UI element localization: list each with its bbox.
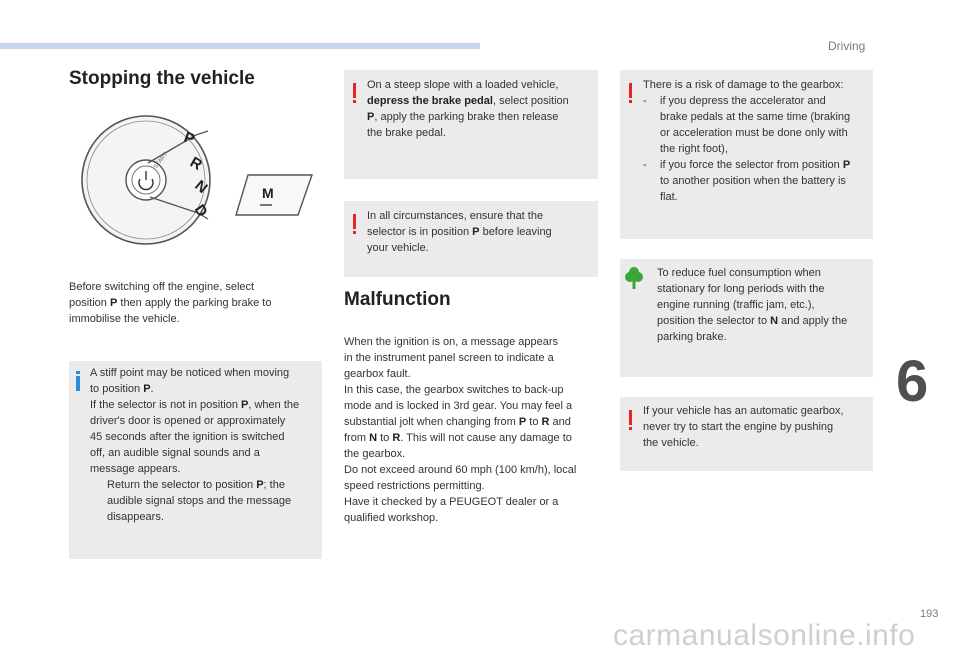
gear-letter-n: N xyxy=(191,177,211,198)
info-box-stiff-point: A stiff point may be noticed when moving to position P. If the selector is not in position P, when the driver's door is opened or approximately 45 seconds after the ignition is switched off, an audible signal sounds and a message appears. Return the selector to position P; the audible signal stops and the message disappears. xyxy=(69,361,322,559)
watermark: carmanualsonline.info xyxy=(613,619,916,652)
eco-tree-icon xyxy=(625,266,643,290)
gear-letter-p: P xyxy=(181,128,197,149)
section-title-stopping: Stopping the vehicle xyxy=(69,68,255,89)
malfunction-text: When the ignition is on, a message appears in the instrument panel screen to indicate a gearbox fault. In this case, the gearbox switches to back-up mode and is locked in 3rd gear. You may feel a substantial jolt when changing from P to R and from N to R. This will not cause any damage to the gearbox. Do not exceed around 60 mph (100 km/h), local speed restrictions permitting. Have it checked by a PEUGEOT dealer or a qualified workshop. xyxy=(344,336,577,524)
page-number: 193 xyxy=(920,608,939,620)
section-title-malfunction: Malfunction xyxy=(344,289,451,310)
start-label: START xyxy=(152,151,170,171)
warning-box-push-start: If your vehicle has an automatic gearbox, never try to start the engine by pushing the vehicle. xyxy=(620,397,873,471)
section-label: Driving xyxy=(828,39,866,53)
manual-mode-button xyxy=(236,175,312,215)
warning-box-steep-slope: On a steep slope with a loaded vehicle, depress the brake pedal, select position P, apply the parking brake then release the brake pedal. xyxy=(344,70,598,179)
gear-selector-illustration xyxy=(76,113,321,248)
gear-letter-d: D xyxy=(190,201,211,221)
stopping-intro: Before switching off the engine, select position P then apply the parking brake to immobilise the vehicle. xyxy=(69,281,272,325)
warning-box-leave-vehicle: In all circumstances, ensure that the selector is in position P before leaving your vehicle. xyxy=(344,201,598,277)
warning-icon xyxy=(353,214,356,234)
warning-icon xyxy=(629,83,632,103)
gear-letter-r: R xyxy=(187,153,205,174)
manual-mode-label: M xyxy=(262,185,274,201)
warning-icon xyxy=(629,410,632,430)
bullet-glyph xyxy=(90,477,107,493)
eco-box-fuel-consumption: To reduce fuel consumption when stationary for long periods with the engine running (traffic jam, etc.), position the selector to N and apply the parking brake. xyxy=(620,259,873,377)
header-accent-bar xyxy=(0,43,480,49)
info-icon xyxy=(76,371,80,391)
chapter-number: 6 xyxy=(896,349,929,414)
warning-box-gearbox-damage: There is a risk of damage to the gearbox: - if you depress the accelerator and brake pedals at the same time (braking or acceleration must be done only with the right foot), - if you force the selector from position P to another position when the battery is flat. xyxy=(620,70,873,239)
warning-icon xyxy=(353,83,356,103)
